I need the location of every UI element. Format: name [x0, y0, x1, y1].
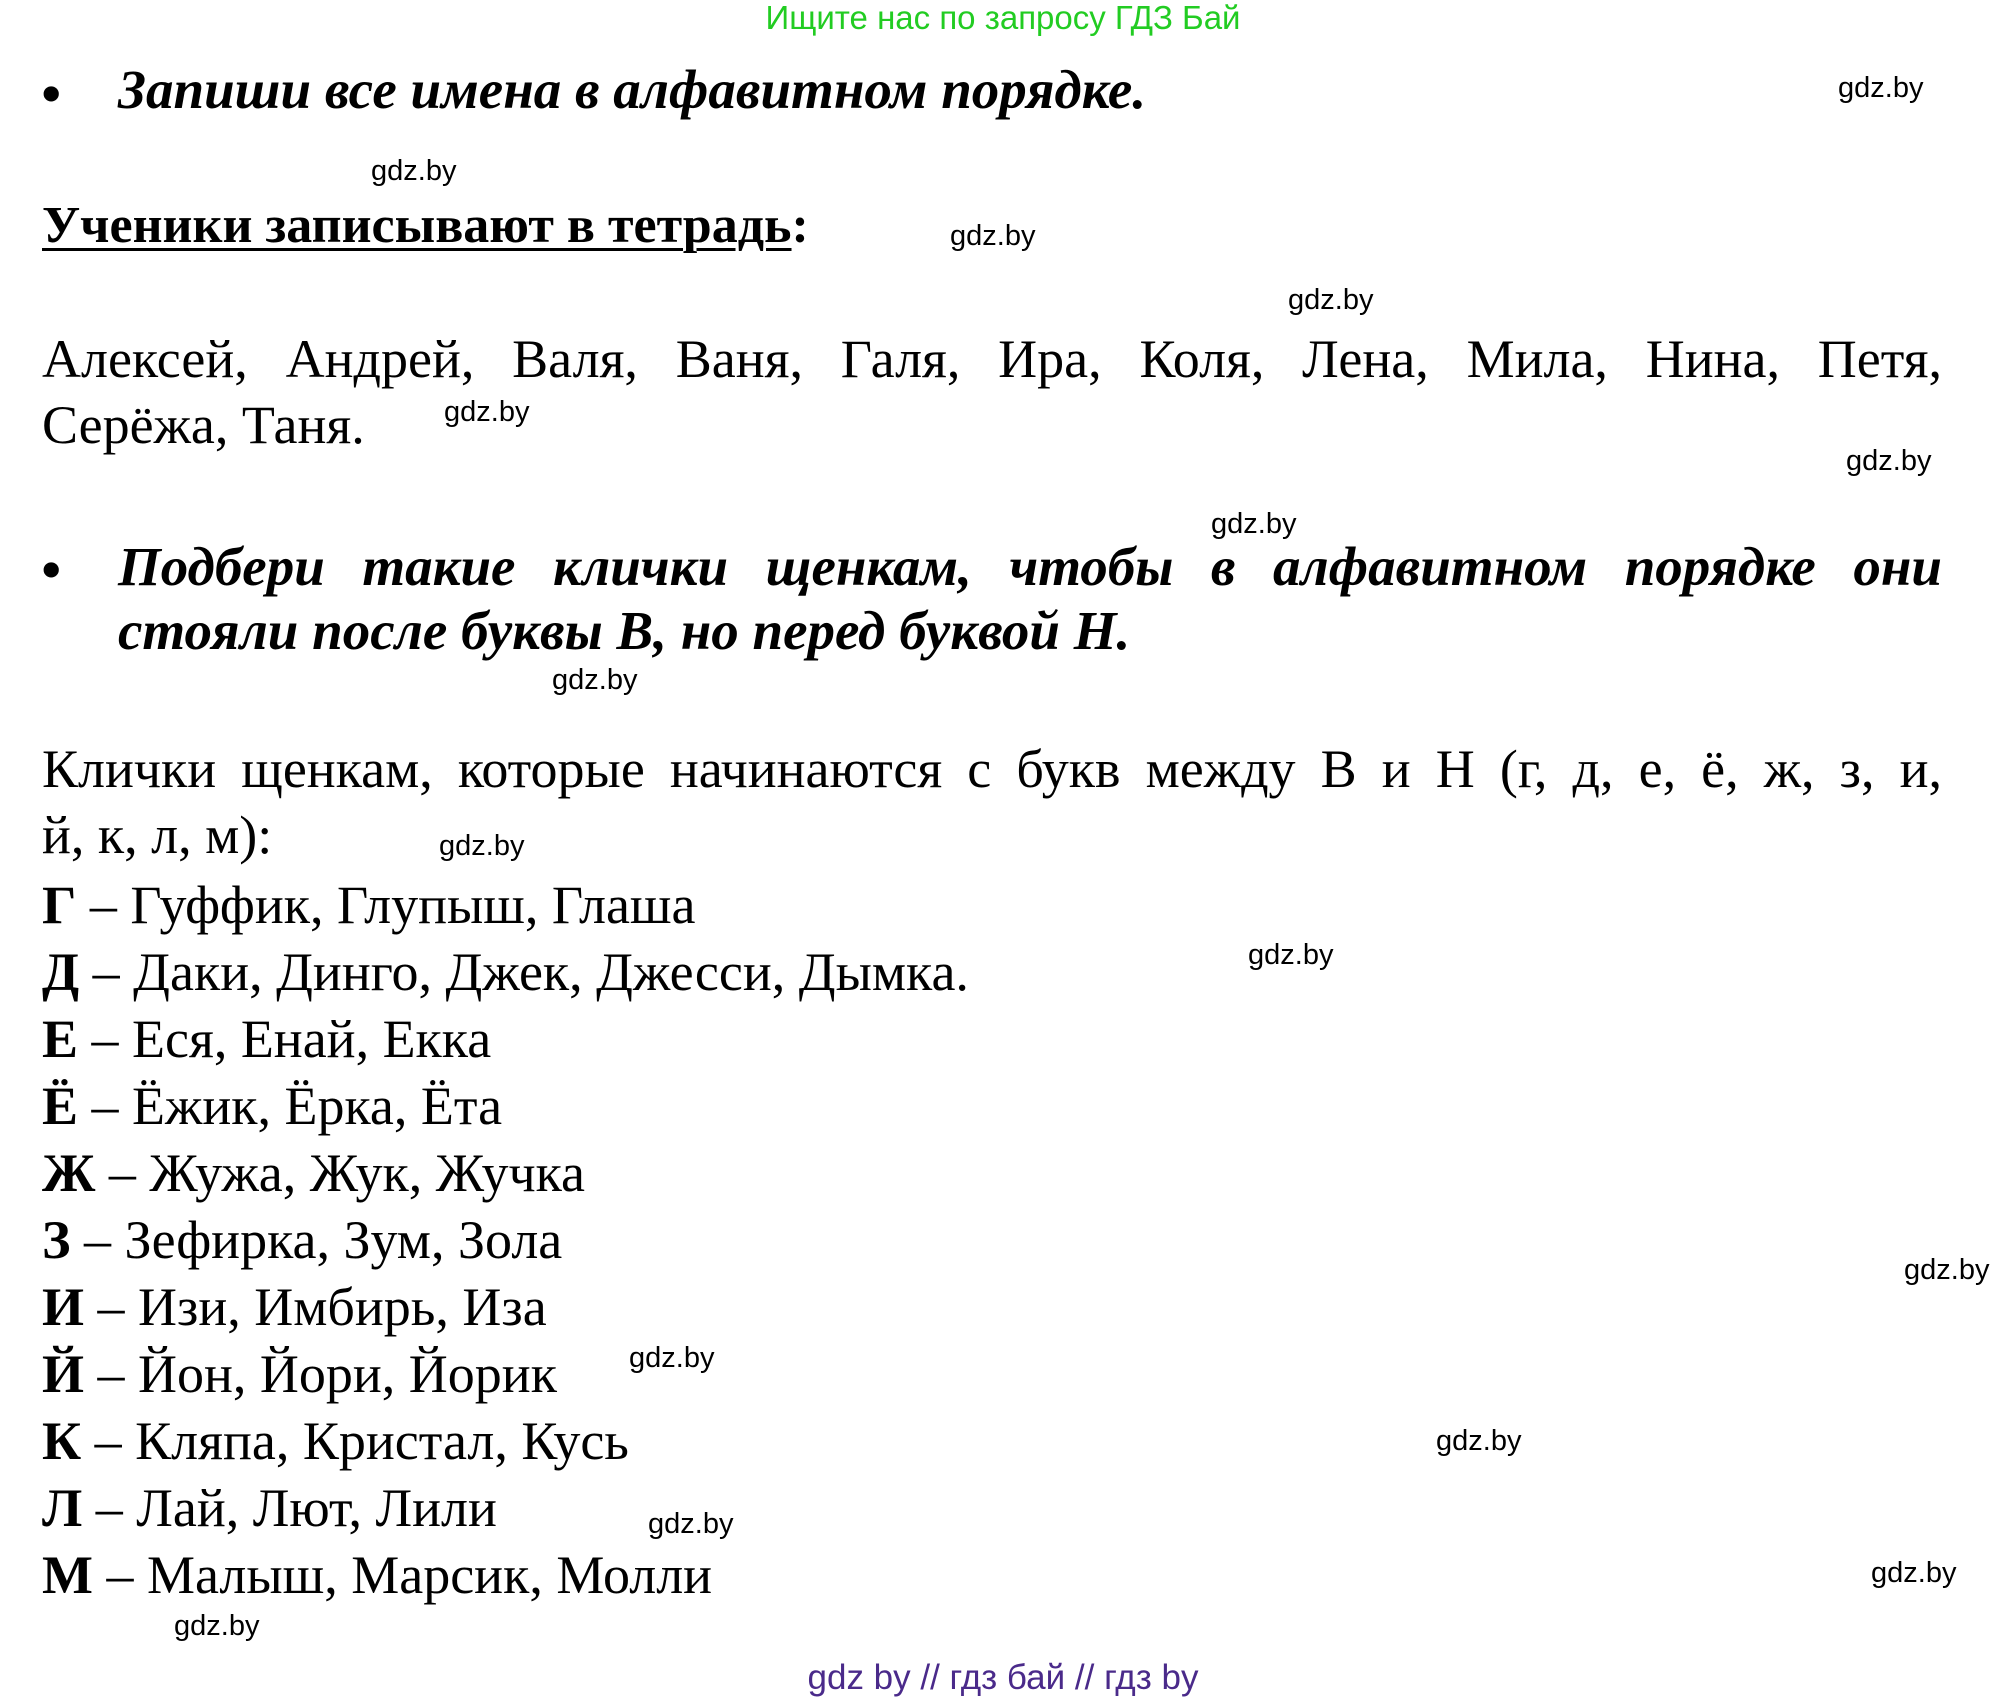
watermark: gdz.by: [439, 830, 525, 862]
row-letter: З: [42, 1210, 71, 1270]
task2-line-2: стояли после буквы В, но перед буквой Н.: [118, 600, 1131, 661]
watermark: gdz.by: [1211, 508, 1297, 540]
watermark: gdz.by: [629, 1342, 715, 1374]
names-line-2: Серёжа, Таня.: [42, 395, 365, 455]
row-names: – Гуффик, Глупыш, Глаша: [76, 875, 696, 935]
row-names: – Йон, Йори, Йорик: [84, 1344, 557, 1404]
names-line-1: Алексей, Андрей, Валя, Ваня, Галя, Ира, Коля, Лена, Мила, Нина, Петя,: [42, 329, 1942, 389]
list-item: [42, 1006, 491, 1072]
row-letter: Ж: [42, 1143, 96, 1203]
list-item: [42, 939, 969, 1005]
task2-line-1: Подбери такие клички щенкам, чтобы в алфавитном порядке они: [118, 536, 1942, 597]
list-item: [42, 1140, 585, 1206]
row-letter: Д: [42, 942, 80, 1002]
watermark: gdz.by: [371, 155, 457, 187]
row-names: – Кляпа, Кристал, Кусь: [81, 1411, 629, 1471]
list-item: [42, 1073, 502, 1139]
list-item: [42, 1207, 562, 1273]
row-names: – Еся, Енай, Екка: [78, 1009, 492, 1069]
watermark: gdz.by: [1436, 1425, 1522, 1457]
row-letter: М: [42, 1545, 93, 1605]
watermark: gdz.by: [552, 664, 638, 696]
row-letter: И: [42, 1277, 85, 1337]
task1-text: Запиши все имена в алфавитном порядке.: [118, 59, 1147, 120]
row-names: – Жужа, Жук, Жучка: [95, 1143, 585, 1203]
answer-heading-colon: :: [791, 197, 809, 254]
row-letter: Е: [42, 1009, 79, 1069]
list-item: [42, 1475, 497, 1541]
task1-bullet: •: [40, 58, 63, 129]
top-banner: Ищите нас по запросу ГДЗ Бай: [765, 0, 1241, 36]
list-item: [42, 1274, 547, 1340]
intro-paragraph: [42, 736, 1942, 868]
list-item: [42, 1542, 712, 1608]
row-names: – Зефирка, Зум, Зола: [70, 1210, 563, 1270]
row-names: – Малыш, Марсик, Молли: [92, 1545, 713, 1605]
watermark: gdz.by: [1871, 1557, 1957, 1589]
answer-heading: [42, 196, 809, 256]
intro-line-1: Клички щенкам, которые начинаются с букв между В и Н (г, д, е, ё, ж, з, и,: [42, 739, 1942, 799]
row-letter: Г: [42, 875, 77, 935]
watermark: gdz.by: [174, 1610, 260, 1642]
list-item: [42, 1408, 629, 1474]
watermark: gdz.by: [1838, 72, 1924, 104]
intro-line-2: й, к, л, м):: [42, 805, 273, 865]
row-names: – Лай, Лют, Лили: [82, 1478, 497, 1538]
row-letter: К: [42, 1411, 82, 1471]
watermark: gdz.by: [1248, 939, 1334, 971]
answer-heading-text: Ученики записывают в тетрадь: [42, 197, 792, 254]
row-names: – Даки, Динго, Джек, Джесси, Дымка.: [79, 942, 969, 1002]
footer-links: gdz by // гдз бай // гдз by: [807, 1658, 1199, 1697]
watermark: gdz.by: [1846, 445, 1932, 477]
row-names: – Изи, Имбирь, Иза: [84, 1277, 547, 1337]
task2-bullet: •: [40, 534, 63, 605]
watermark: gdz.by: [1288, 284, 1374, 316]
names-paragraph: [42, 326, 1942, 458]
watermark: gdz.by: [444, 396, 530, 428]
row-letter: Л: [42, 1478, 83, 1538]
row-names: – Ёжик, Ёрка, Ёта: [78, 1076, 503, 1136]
list-item: [42, 1341, 557, 1407]
list-item: [42, 872, 695, 938]
row-letter: Ё: [42, 1076, 79, 1136]
watermark: gdz.by: [1904, 1254, 1990, 1286]
task2-text: [118, 535, 1942, 663]
watermark: gdz.by: [648, 1508, 734, 1540]
row-letter: Й: [42, 1344, 85, 1404]
watermark: gdz.by: [950, 220, 1036, 252]
